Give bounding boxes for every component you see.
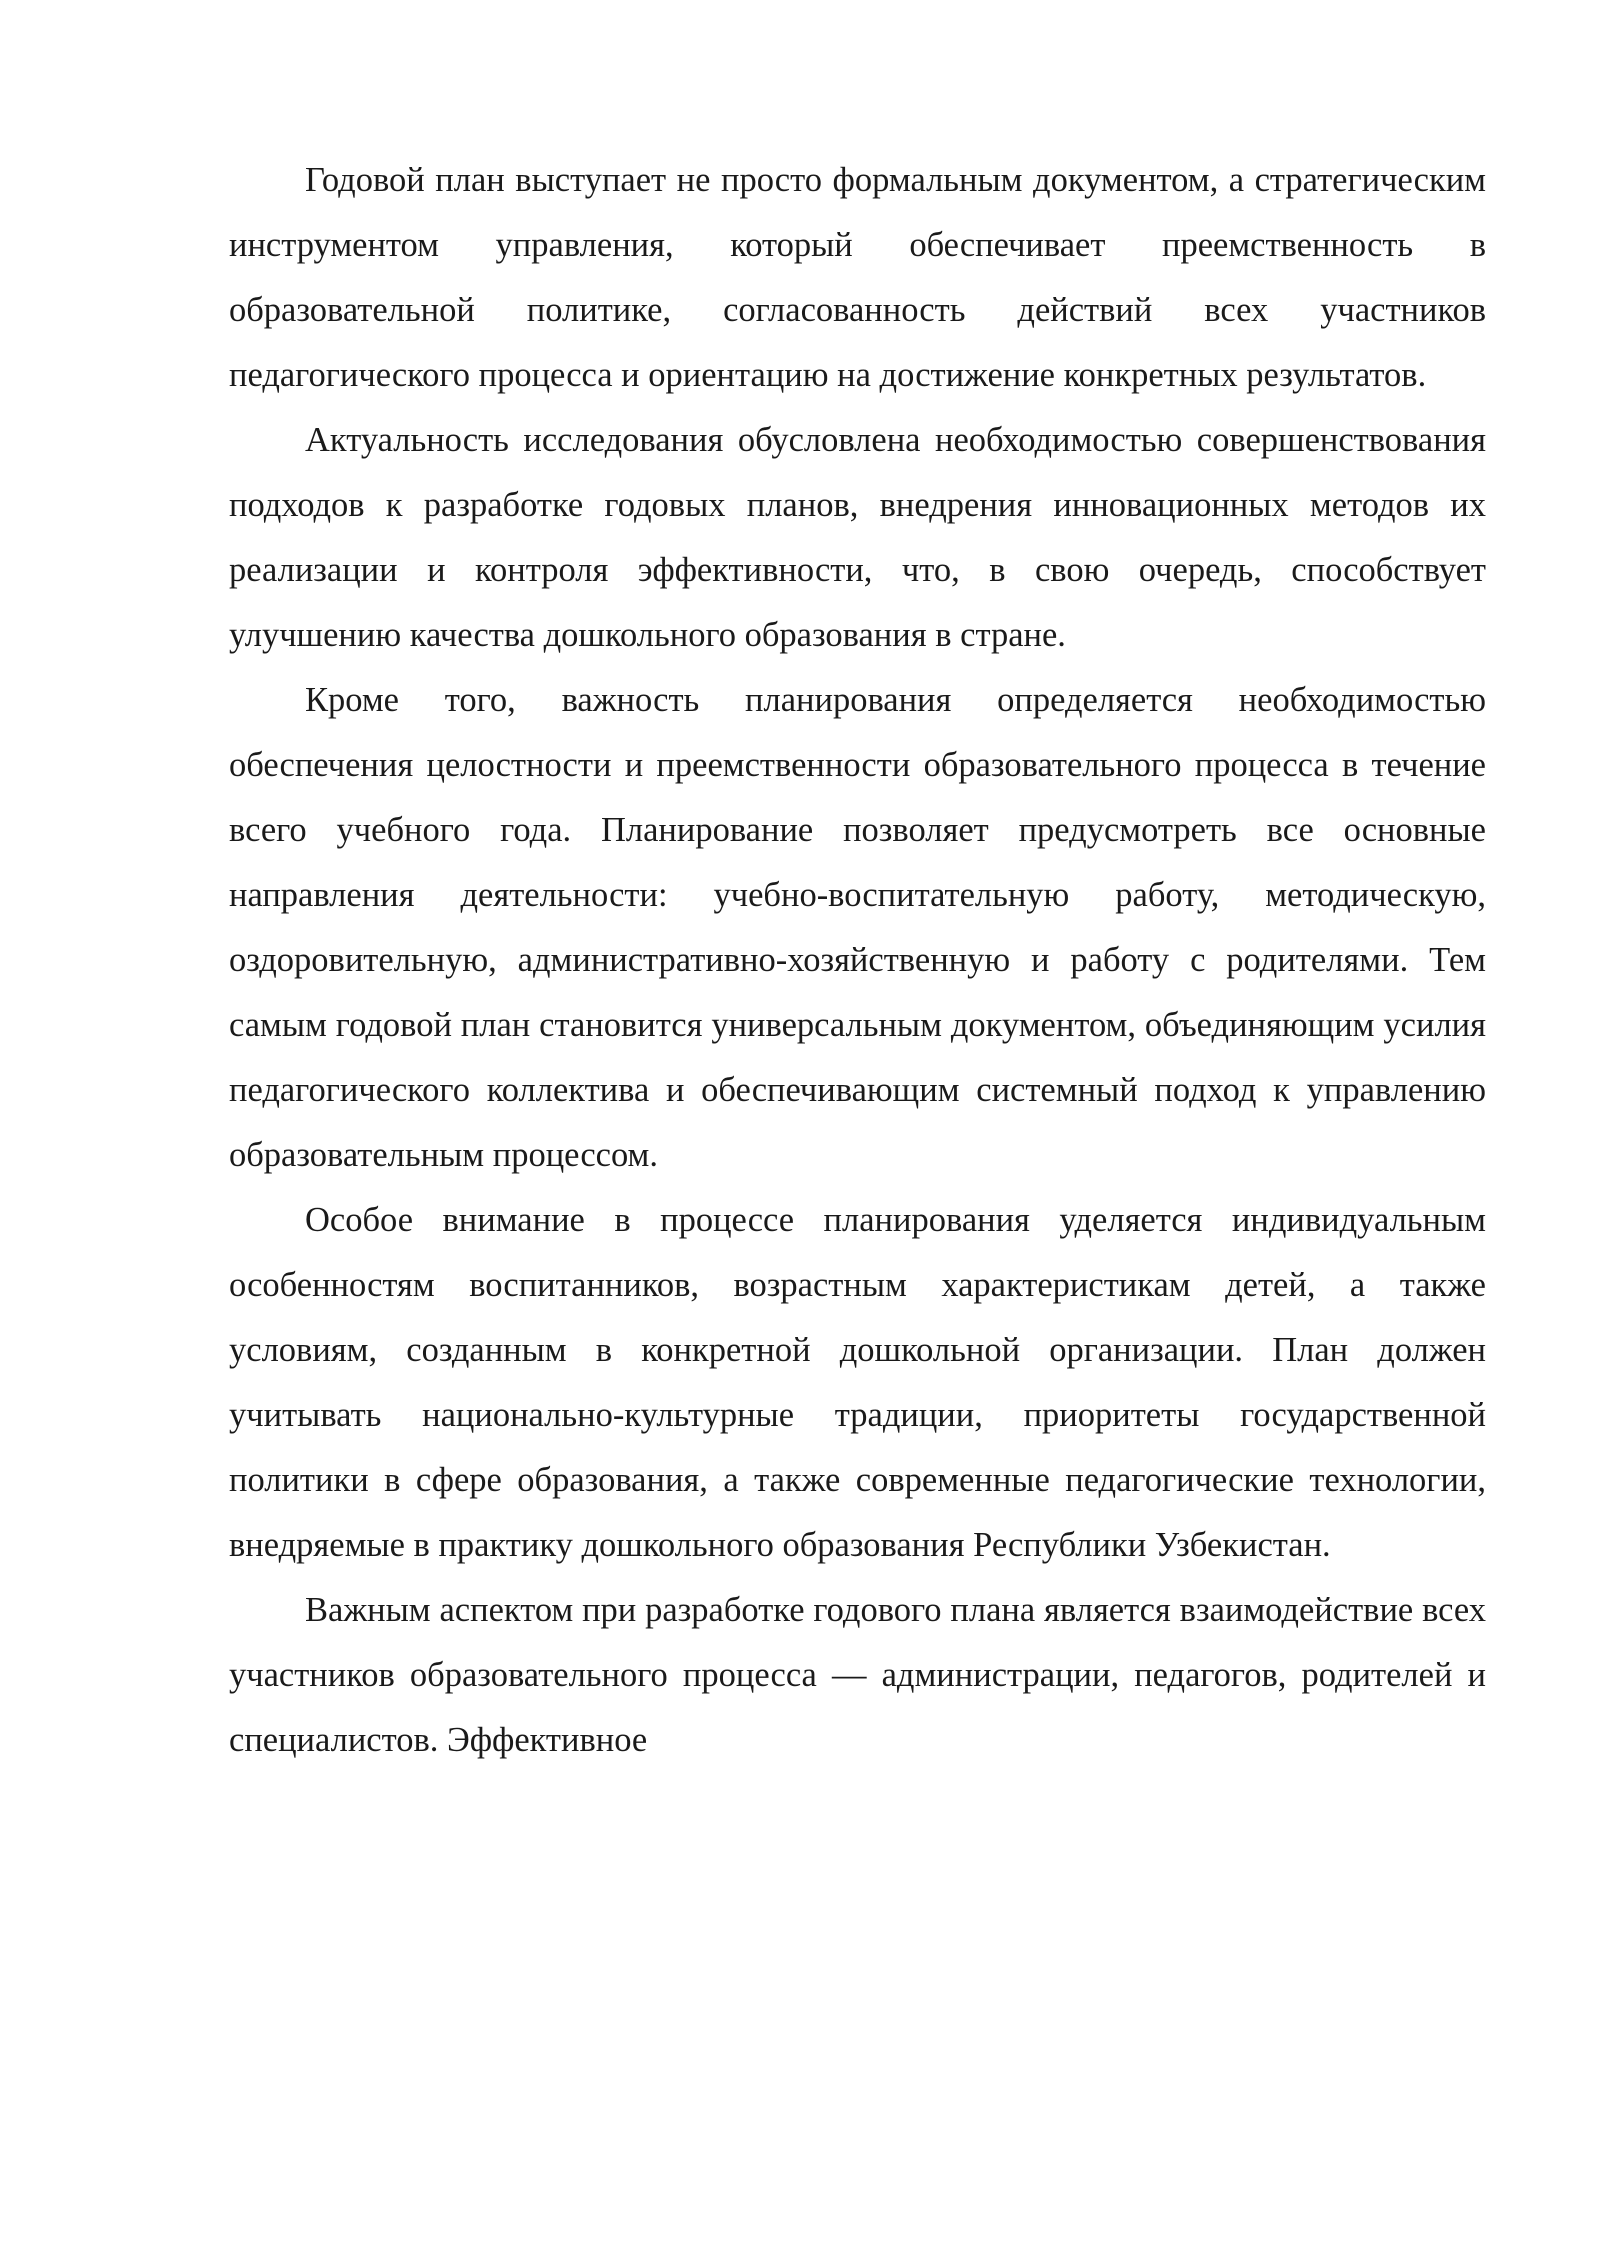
paragraph-participant-interaction: Важным аспектом при разработке годового плана является взаимодействие всех участников образовательного процесса — администрации, педагогов, родителей и специалистов. Эффективное — [229, 1591, 1486, 1759]
paragraph-planning-importance: Кроме того, важность планирования определяется необходимостью обеспечения целостности и преемственности образовательного процесса в течение всего учебного года. Планирование позволяет предусмотреть все основные направления деятельности: учебно-воспитательную работу, методическую, оздоровительную, административно-хозяйственную и работу с родителями. Тем самым годовой план становится универсальным документом, объединяющим усилия педагогического коллектива и обеспечивающим системный подход к управлению образовательным процессом. — [229, 681, 1486, 1174]
document-body — [229, 148, 1486, 1773]
paragraph-individual-features: Особое внимание в процессе планирования уделяется индивидуальным особенностям воспитанников, возрастным характеристикам детей, а также условиям, созданным в конкретной дошкольной организации. План должен учитывать национально-культурные традиции, приоритеты государственной политики в сфере образования, а также современные педагогические технологии, внедряемые в практику дошкольного образования Республики Узбекистан. — [229, 1201, 1486, 1564]
paragraph-research-relevance: Актуальность исследования обусловлена необходимостью совершенствования подходов к разработке годовых планов, внедрения инновационных методов их реализации и контроля эффективности, что, в свою очередь, способствует улучшению качества дошкольного образования в стране. — [229, 421, 1486, 654]
paragraph-annual-plan-role: Годовой план выступает не просто формальным документом, а стратегическим инструментом управления, который обеспечивает преемственность в образовательной политике, согласованность действий всех участников педагогического процесса и ориентацию на достижение конкретных результатов. — [229, 161, 1486, 394]
